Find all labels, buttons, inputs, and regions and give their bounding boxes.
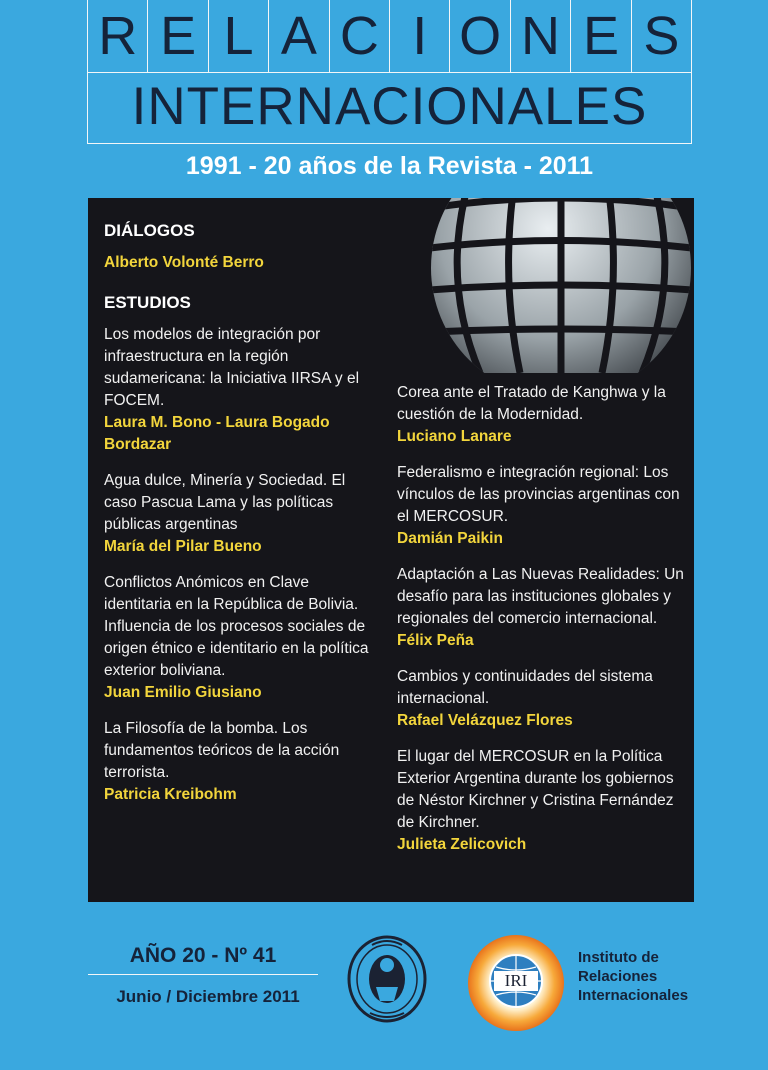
contents-panel	[88, 198, 694, 902]
article-author: Rafael Velázquez Flores	[397, 712, 573, 729]
title-letter: N	[511, 0, 571, 72]
title-letter: E	[148, 0, 208, 72]
article-author: Julieta Zelicovich	[397, 836, 527, 853]
university-seal-icon	[346, 935, 428, 1023]
article	[104, 324, 374, 456]
title-letter: R	[88, 0, 148, 72]
title-letter: I	[390, 0, 450, 72]
article	[397, 564, 687, 652]
article	[397, 382, 687, 448]
article-title: Federalismo e integración regional: Los vínculos de las provincias argentinas con el MERCOSUR.	[397, 464, 680, 525]
issue-number: AÑO 20 - Nº 41	[88, 944, 318, 975]
title-line-1	[88, 0, 691, 73]
article-title: Agua dulce, Minería y Sociedad. El caso Pascua Lama y las políticas públicas argentinas	[104, 472, 346, 533]
article-title: Cambios y continuidades del sistema internacional.	[397, 668, 653, 707]
article-title: La Filosofía de la bomba. Los fundamentos teóricos de la acción terrorista.	[104, 720, 340, 781]
title-letter: E	[571, 0, 631, 72]
article-title: Los modelos de integración por infraestructura en la región sudamericana: la Iniciativa IIRSA y el FOCEM.	[104, 326, 360, 409]
article	[104, 718, 374, 806]
article	[104, 470, 374, 558]
institute-line: Instituto de	[578, 949, 659, 966]
article-author: Félix Peña	[397, 632, 474, 649]
issue-date: Junio / Diciembre 2011	[116, 987, 300, 1006]
estudios-heading: ESTUDIOS	[104, 293, 191, 312]
title-letter: A	[269, 0, 329, 72]
dialogos-heading: DIÁLOGOS	[104, 221, 195, 240]
institute-line: Relaciones	[578, 968, 658, 985]
article-title: Conflictos Anómicos en Clave identitaria en la República de Bolivia. Influencia de los procesos sociales de origen étnico e identitario en la política exterior boliviana.	[104, 574, 369, 679]
article	[397, 666, 687, 732]
anniversary-subtitle: 1991 - 20 años de la Revista - 2011	[185, 152, 594, 180]
contents-left-column	[104, 220, 374, 820]
article-author: Luciano Lanare	[397, 428, 512, 445]
article-author: Damián Paikin	[397, 530, 503, 547]
article-author: Laura M. Bono - Laura Bogado Bordazar	[104, 414, 330, 453]
title-letter: L	[209, 0, 269, 72]
article-title: Adaptación a Las Nuevas Realidades: Un desafío para las instituciones globales y regionales del comercio internacional.	[397, 566, 684, 627]
contents-right-column	[397, 382, 687, 870]
article-author: Patricia Kreibohm	[104, 786, 237, 803]
article-author: María del Pilar Bueno	[104, 538, 262, 555]
article-title: Corea ante el Tratado de Kanghwa y la cuestión de la Modernidad.	[397, 384, 666, 423]
title-letter: C	[330, 0, 390, 72]
dialogos-author: Alberto Volonté Berro	[104, 254, 264, 271]
article-title: El lugar del MERCOSUR en la Política Exterior Argentina durante los gobiernos de Néstor Kirchner y Cristina Fernández de Kirchner.	[397, 748, 674, 831]
title-letter: S	[643, 6, 680, 66]
institute-name	[578, 948, 718, 1005]
article	[397, 746, 687, 856]
title-letter: O	[450, 0, 510, 72]
iri-logo-icon	[466, 933, 566, 1033]
article-author: Juan Emilio Giusiano	[104, 684, 262, 701]
title-line-2: INTERNACIONALES	[131, 77, 648, 136]
issue-info	[88, 944, 328, 1007]
article	[104, 572, 374, 704]
globe-image	[430, 198, 692, 373]
masthead	[87, 0, 692, 144]
institute-line: Internacionales	[578, 987, 689, 1004]
article	[397, 462, 687, 550]
svg-text:IRI: IRI	[504, 971, 528, 990]
